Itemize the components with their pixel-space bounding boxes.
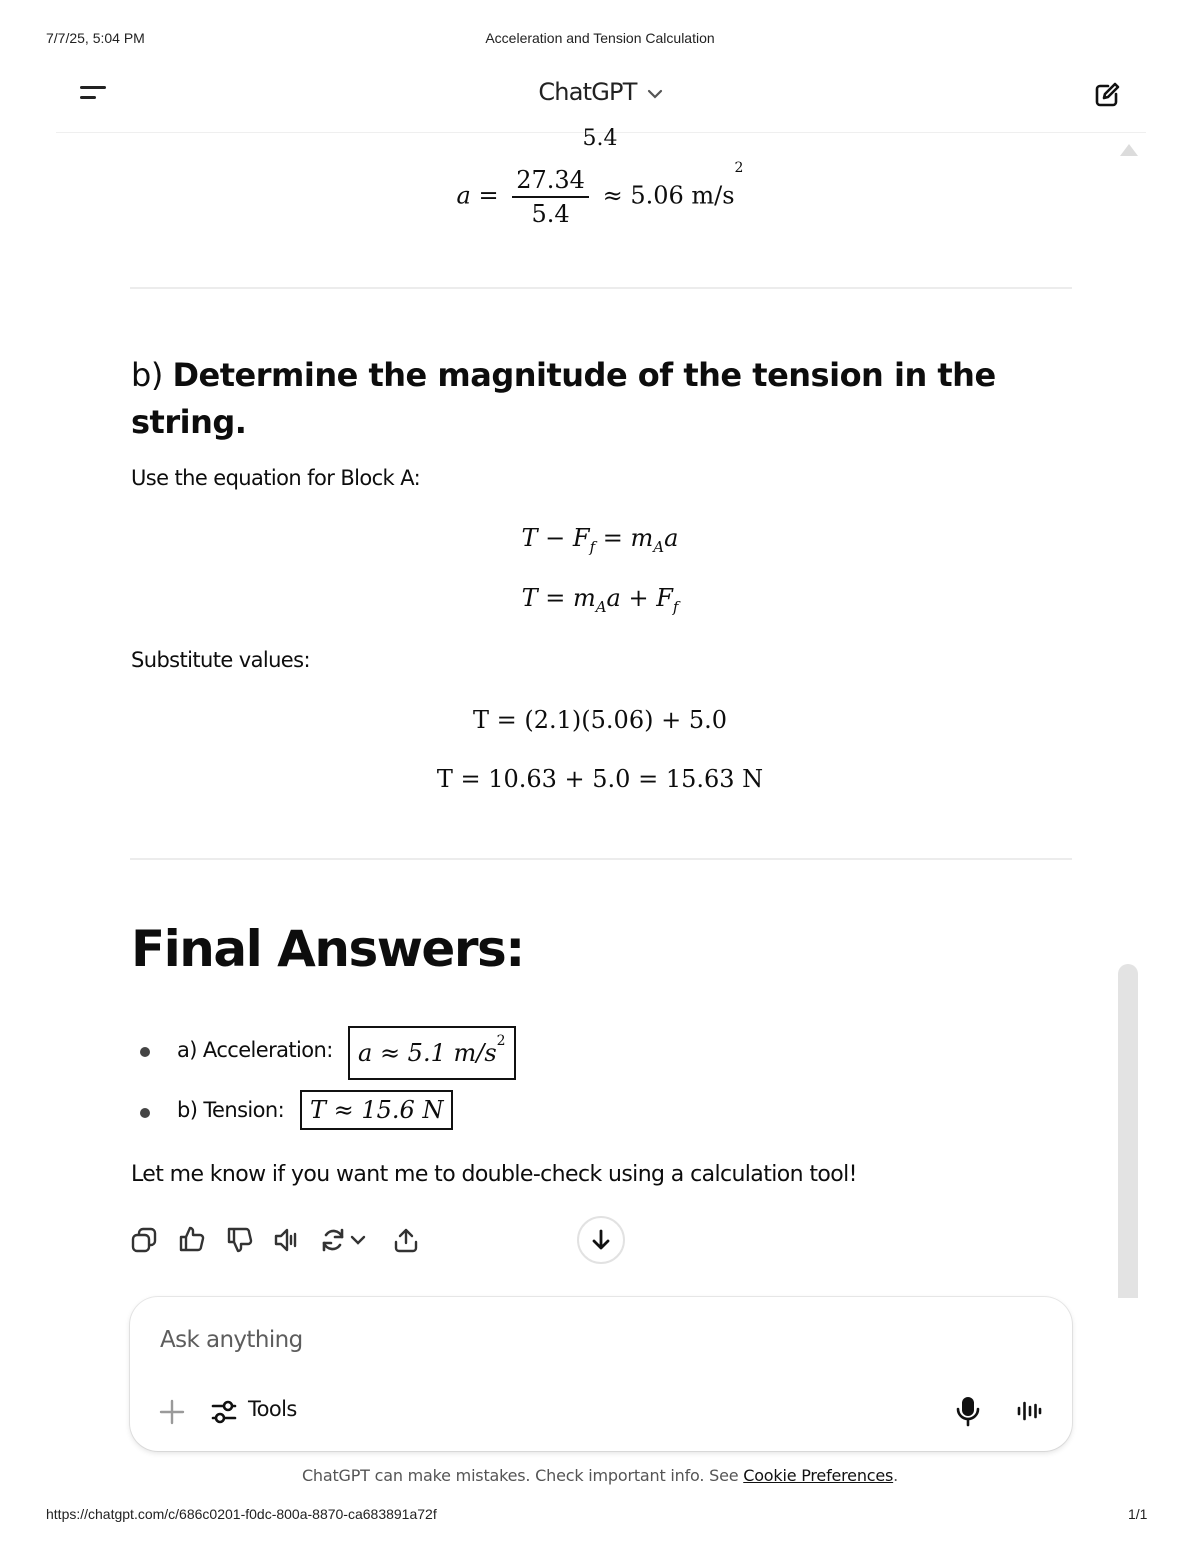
substitute-text: Substitute values: bbox=[131, 648, 310, 672]
math-substitute-1: T = (2.1)(5.06) + 5.0 bbox=[473, 706, 727, 734]
divider bbox=[130, 287, 1072, 289]
final-answers-heading: Final Answers: bbox=[131, 920, 524, 978]
model-selector[interactable] bbox=[56, 78, 1146, 106]
print-datetime: 7/7/25, 5:04 PM bbox=[46, 30, 145, 46]
new-chat-icon[interactable] bbox=[1092, 80, 1122, 110]
use-equation-text: Use the equation for Block A: bbox=[131, 466, 421, 490]
sliders-icon bbox=[210, 1398, 238, 1430]
plus-icon[interactable] bbox=[158, 1398, 186, 1430]
fraction-numerator: 27.34 bbox=[512, 166, 589, 198]
tools-label: Tools bbox=[248, 1397, 297, 1421]
bullet bbox=[140, 1108, 150, 1118]
chevron-down-icon bbox=[646, 86, 664, 105]
math-sub-a: A bbox=[653, 537, 665, 556]
answer-label: b) Tension: bbox=[177, 1098, 285, 1122]
math-t-minus-f: T − F bbox=[521, 524, 590, 552]
disclaimer bbox=[0, 1466, 1200, 1485]
divider bbox=[130, 858, 1072, 860]
section-b-prefix: b) bbox=[131, 356, 163, 394]
print-title: Acceleration and Tension Calculation bbox=[485, 30, 715, 46]
thumbs-down-icon[interactable] bbox=[226, 1226, 254, 1258]
cookie-preferences-link[interactable]: Cookie Preferences bbox=[743, 1466, 894, 1485]
math-exponent: 2 bbox=[734, 160, 744, 176]
message-actions bbox=[130, 1224, 430, 1256]
scroll-to-bottom-button[interactable] bbox=[577, 1216, 625, 1264]
math-sub-f: f bbox=[672, 597, 679, 616]
answer-value: a ≈ 5.1 m/s bbox=[358, 1039, 497, 1067]
math-acceleration bbox=[0, 160, 1200, 228]
disclaimer-text: ChatGPT can make mistakes. Check important info. See bbox=[301, 1466, 744, 1485]
math-substitute-2: T = 10.63 + 5.0 = 15.63 N bbox=[436, 765, 764, 793]
print-url: https://chatgpt.com/c/686c0201-f0dc-800a-8870-ca683891a72f bbox=[46, 1506, 437, 1522]
speaker-icon[interactable] bbox=[272, 1226, 302, 1258]
answer-value: T ≈ 15.6 N bbox=[310, 1096, 444, 1124]
voice-waveform-icon[interactable] bbox=[1016, 1397, 1042, 1429]
regenerate-icon[interactable] bbox=[320, 1226, 370, 1258]
answer-value-box bbox=[300, 1090, 453, 1130]
thumbs-up-icon[interactable] bbox=[178, 1225, 206, 1257]
fraction-denominator: 5.4 bbox=[531, 200, 570, 228]
arrow-down-icon bbox=[589, 1228, 613, 1256]
math-tension-eq1 bbox=[0, 524, 1200, 556]
math-partial: 5.4 bbox=[582, 126, 618, 151]
section-b-title: Determine the magnitude of the tension in the string. bbox=[131, 356, 996, 441]
math-t-eq-m: T = m bbox=[521, 584, 596, 612]
bullet bbox=[140, 1047, 150, 1057]
answer-exponent: 2 bbox=[496, 1033, 506, 1049]
fraction bbox=[512, 166, 589, 228]
math-a: a bbox=[664, 524, 679, 552]
math-lhs: a = bbox=[456, 181, 499, 210]
share-icon[interactable] bbox=[392, 1226, 420, 1258]
scrollbar-thumb[interactable] bbox=[1118, 964, 1138, 1298]
print-page-number: 1/1 bbox=[1128, 1506, 1148, 1522]
composer-input[interactable]: Ask anything bbox=[160, 1327, 303, 1353]
copy-icon[interactable] bbox=[130, 1226, 158, 1258]
math-eq-m: = m bbox=[602, 524, 654, 552]
math-sub-f: f bbox=[589, 537, 596, 556]
microphone-icon[interactable] bbox=[956, 1395, 980, 1431]
math-sub-a: A bbox=[595, 597, 607, 616]
section-b-heading bbox=[131, 352, 1031, 446]
model-label: ChatGPT bbox=[538, 78, 637, 106]
disclaimer-end: . bbox=[893, 1466, 899, 1485]
answer-value-box bbox=[348, 1026, 516, 1080]
math-a-plus-f: a + F bbox=[606, 584, 673, 612]
answer-label: a) Acceleration: bbox=[177, 1038, 333, 1062]
closing-text: Let me know if you want me to double-check using a calculation tool! bbox=[131, 1162, 857, 1187]
top-bar bbox=[56, 60, 1146, 133]
math-tension-eq2 bbox=[0, 584, 1200, 616]
math-result: ≈ 5.06 m/s bbox=[602, 181, 735, 210]
composer bbox=[130, 1297, 1072, 1451]
